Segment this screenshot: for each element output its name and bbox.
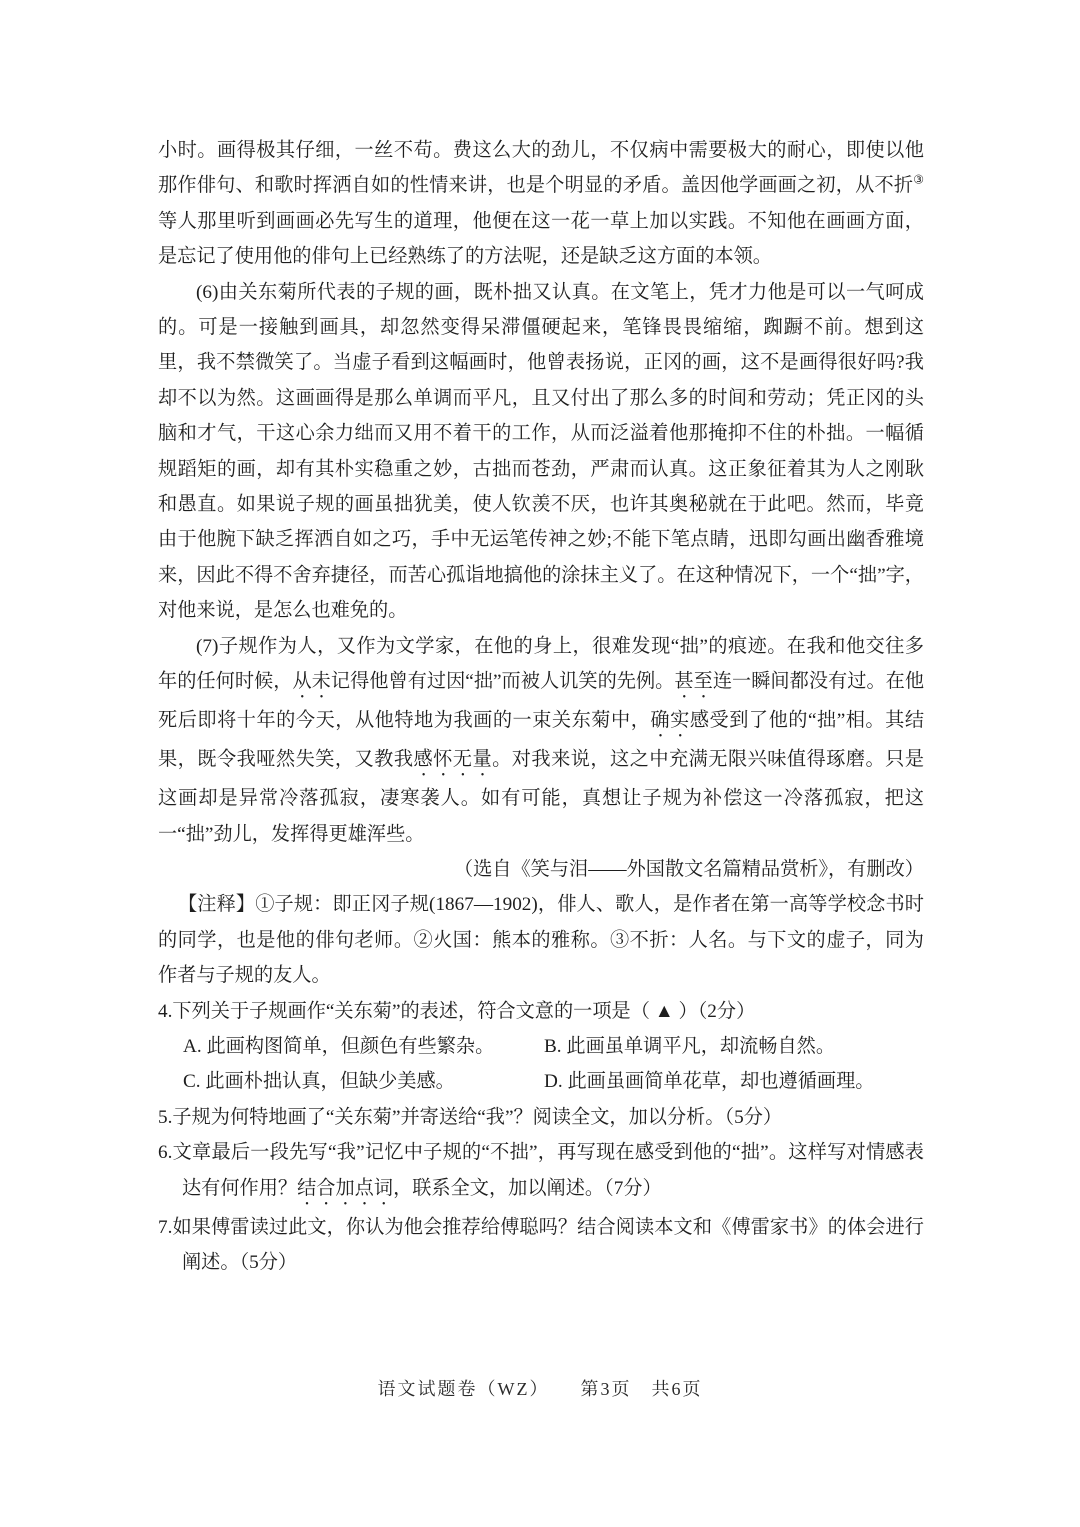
emphasized-text: 从未 xyxy=(292,671,331,693)
question-5 xyxy=(158,1100,924,1135)
document-content xyxy=(158,133,924,1280)
text-run: （选自《笑与泪——外国散文名篇精品赏析》，有删改） xyxy=(453,858,924,880)
text-run: 5.子规为何特地画了“关东菊”并寄送给“我”？阅读全文，加以分析。（5分） xyxy=(158,1106,783,1128)
text-run: 记得他曾有过因“拙”而被人讥笑的先例。 xyxy=(330,671,675,693)
options-row-ab xyxy=(158,1029,924,1064)
text-run: 小时。画得极其仔细，一丝不苟。费这么大的劲儿，不仅病中需要极大的耐心，即使以他那作俳句、和歌时挥洒自如的性情来讲，也是个明显的矛盾。盖因他学画画之初，从不折 xyxy=(158,140,924,197)
source-attribution xyxy=(158,852,924,887)
option-a: A. 此画构图简单，但颜色有些繁杂。 xyxy=(183,1035,495,1057)
question-4 xyxy=(158,994,924,1029)
text-run: (7)子规作为人，又作为文学家，在他的身上，很难发现“拙”的痕迹。在我和他交往多年的任何时候， xyxy=(158,635,924,693)
text-run: ，联系全文，加以阐述。（7分） xyxy=(393,1177,662,1199)
option-c: C. 此画朴拙认真，但缺少美感。 xyxy=(183,1071,455,1093)
body-paragraph-7 xyxy=(158,629,924,852)
question-7 xyxy=(158,1210,924,1281)
option-b: B. 此画虽单调平凡，却流畅自然。 xyxy=(544,1035,836,1057)
option-d: D. 此画虽画简单花草，却也遵循画理。 xyxy=(544,1071,875,1093)
text-run: 【注释】①子规：即正冈子规(1867—1902)，俳人、歌人，是作者在第一高等学校念书时的同学，也是他的俳句老师。②火国：熊本的雅称。③不折：人名。与下文的虚子，同为作者与子规的友人。 xyxy=(158,894,924,987)
text-run: 7.如果傅雷读过此文，你认为他会推荐给傅聪吗？结合阅读本文和《傅雷家书》的体会进行阐述。（5分） xyxy=(158,1216,924,1273)
question-6 xyxy=(158,1135,924,1209)
emphasized-text: 感怀无量 xyxy=(413,749,493,771)
page-footer xyxy=(0,1375,1080,1401)
text-run: (6)由关东菊所代表的子规的画，既朴拙又认真。在文笔上，凭才力他是可以一气呵成的。可是一接触到画具，却忽然变得呆滞僵硬起来，笔锋畏畏缩缩，踟蹰不前。想到这里，我不禁微笑了。当虚子看到这幅画时，他曾表扬说，正冈的画，这不是画得很好吗?我却不以为然。这画画得是那么单调而平凡，且又付出了那么多的时间和劳动；凭正冈的头脑和才气，干这心余力绌而又用不着干的工作，从而泛溢着他那掩抑不住的朴拙。一幅循规蹈矩的画，却有其朴实稳重之妙，古拙而苍劲，严肃而认真。这正象征着其为人之刚耿和愚直。如果说子规的画虽拙犹美，使人钦羡不厌，也许其奥秘就在于此吧。然而，毕竟由于他腕下缺乏挥洒自如之巧，手中无运笔传神之妙;不能下笔点睛，迅即勾画出幽香雅境来，因此不得不舍弃捷径，而苦心孤诣地搞他的涂抹主义了。在这种情况下，一个“拙”字，对他来说，是怎么也难免的。 xyxy=(158,281,924,622)
emphasized-text: 结合加点词 xyxy=(297,1177,394,1199)
text-run: 感受到了他的“拙”相。其结果，既令我哑然失笑，又教我 xyxy=(158,710,925,771)
notes-paragraph xyxy=(158,887,924,993)
body-paragraph-continuation xyxy=(158,133,924,275)
note-ref-superscript: ③ xyxy=(913,173,924,188)
text-run: 。对我来说，这之中充满无限兴味值得琢磨。只是这画却是异常冷落孤寂，凄寒袭人。如有可能，真想让子规为补偿这一冷落孤寂，把这一“拙”劲儿，发挥得更雄浑些。 xyxy=(158,749,925,845)
text-run: 连一瞬间都没有过。在他死后即将十年的今天，从他特地为我画的一束关东菊中， xyxy=(158,671,925,732)
text-run: 4.下列关于子规画作“关东菊”的表述，符合文意的一项是（ ▲ ）（2分） xyxy=(158,1000,756,1022)
options-row-cd xyxy=(158,1064,924,1099)
emphasized-text: 确实 xyxy=(650,710,690,732)
body-paragraph-6 xyxy=(158,275,924,629)
footer-text: 语文试题卷（WZ） 第3页 共6页 xyxy=(377,1379,703,1399)
text-run: 6.文章最后一段先写“我”记忆中子规的“不拙”，再写现在感受到他的“拙”。这样写对情感表达有何作用？ xyxy=(158,1142,924,1199)
emphasized-text: 甚至 xyxy=(674,671,713,693)
text-run: 等人那里听到画画必先写生的道理，他便在这一花一草上加以实践。不知他在画画方面，是忘记了使用他的俳句上已经熟练了的方法呢，还是缺乏这方面的本领。 xyxy=(158,210,924,268)
